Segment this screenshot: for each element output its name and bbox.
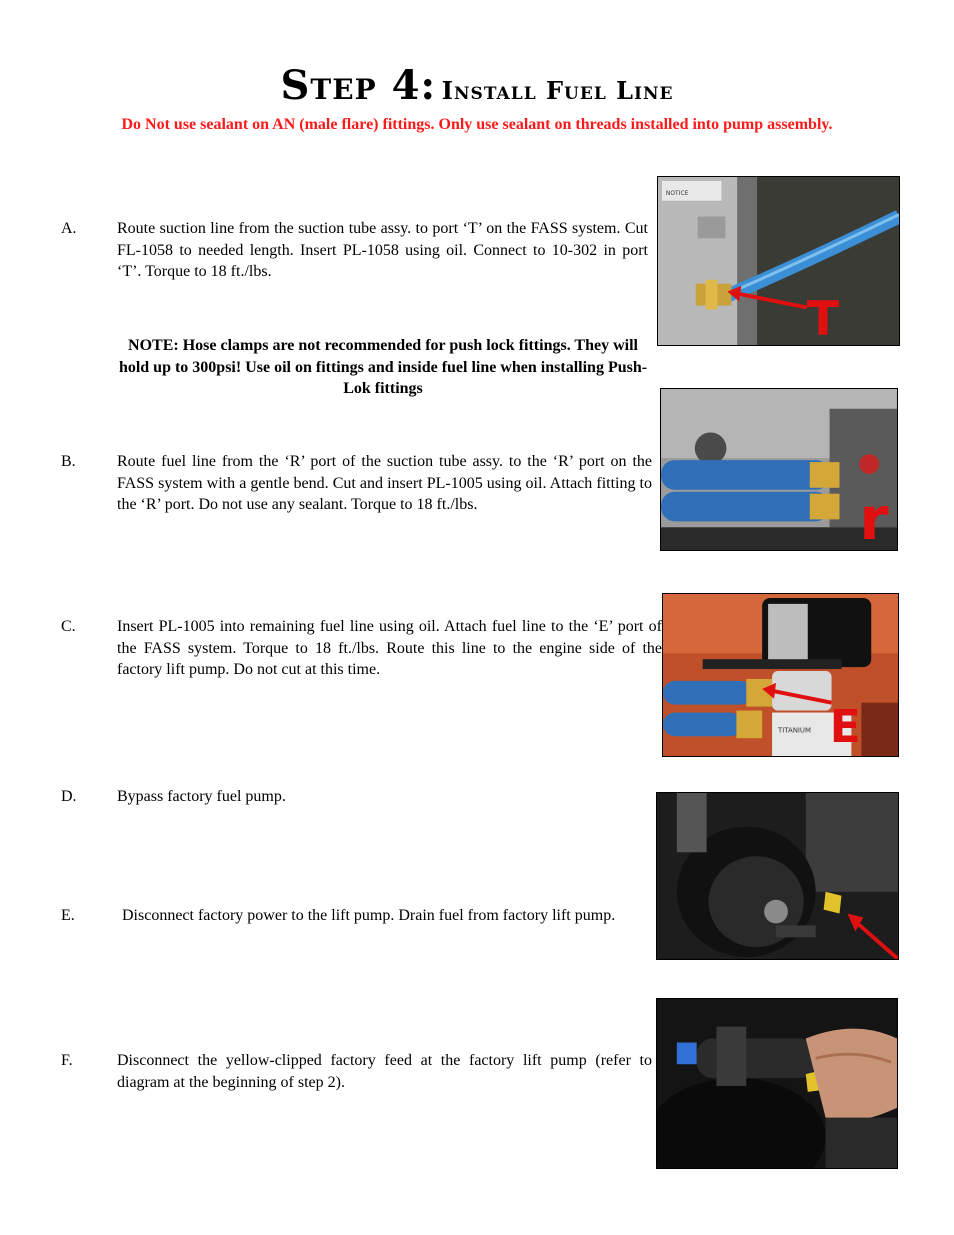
step-d-letter: D.	[61, 788, 77, 805]
step-c-letter: C.	[61, 618, 76, 635]
step-a-text: Route suction line from the suction tube assy. to port ‘T’ on the FASS system. Cut FL-1058 to needed length. Insert PL-1058 using oil. Connect to 10-302 in port ‘T’. Torque to 18 ft./lbs.	[117, 220, 648, 280]
photo-port-r-image	[661, 389, 897, 550]
photo-port-t-sticker: NOTICE	[665, 189, 689, 197]
photo-port-r-label: r	[859, 485, 889, 550]
sealant-warning: Do Not use sealant on AN (male flare) fittings. Only use sealant on threads installed into pump assembly.	[121, 116, 833, 133]
photo-port-r	[660, 388, 898, 551]
title-sub: Install Fuel Line	[441, 76, 674, 105]
step-b-letter: B.	[61, 453, 76, 470]
photo-port-e-plate: TITANIUM	[778, 726, 811, 735]
step-a-letter: A.	[61, 220, 77, 237]
hose-clamp-note: NOTE: Hose clamps are not recommended for push lock fittings. They will hold up to 300psi! Use oil on fittings and inside fuel line when installing Push-Lok fittings	[118, 337, 648, 397]
photo-port-e-image	[663, 594, 898, 756]
photo-lift-pump-image	[657, 793, 898, 959]
photo-lift-pump	[656, 792, 899, 960]
photo-port-t-image	[658, 177, 899, 345]
step-f-letter: F.	[61, 1052, 73, 1069]
page-title	[0, 62, 954, 109]
step-d-text: Bypass factory fuel pump.	[117, 788, 286, 805]
step-f-text: Disconnect the yellow-clipped factory feed at the factory lift pump (refer to diagram at the beginning of step 2).	[117, 1052, 652, 1091]
title-main: Step 4:	[280, 62, 437, 109]
photo-feed-disconnect-image	[657, 999, 897, 1168]
photo-feed-disconnect	[656, 998, 898, 1169]
photo-port-t-label: T	[806, 292, 840, 345]
step-e-text: Disconnect factory power to the lift pump. Drain fuel from factory lift pump.	[122, 907, 616, 924]
photo-port-t	[657, 176, 900, 346]
step-b-text: Route fuel line from the ‘R’ port of the suction tube assy. to the ‘R’ port on the FASS system with a gentle bend. Cut and insert PL-1005 using oil. Attach fitting to the ‘R’ port. Do not use any sealant. Torque to 18 ft./lbs.	[117, 453, 652, 513]
step-e-letter: E.	[61, 907, 75, 924]
photo-port-e-label: E	[829, 700, 861, 754]
step-c-text: Insert PL-1005 into remaining fuel line using oil. Attach fuel line to the ‘E’ port of the FASS system. Torque to 18 ft./lbs. Route this line to the engine side of the factory lift pump. Do not cut at this time.	[117, 618, 662, 678]
photo-port-e	[662, 593, 899, 757]
